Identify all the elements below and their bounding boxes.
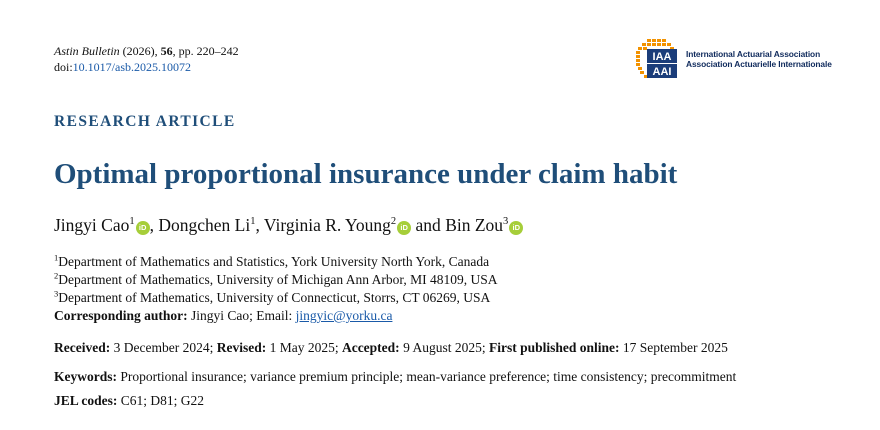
orcid-icon[interactable]: iD [509, 221, 523, 235]
citation-line [54, 43, 239, 59]
author-separator: , [149, 215, 159, 235]
affiliation-number: 2 [54, 270, 59, 281]
affiliation-item [54, 289, 498, 307]
section-label: RESEARCH ARTICLE [54, 113, 236, 130]
keywords-label: Keywords: [54, 369, 117, 384]
affiliation-text: Department of Mathematics, University of Michigan Ann Arbor, MI 48109, USA [58, 272, 498, 287]
author-separator: and [411, 215, 446, 235]
author-affiliation-ref: 3 [503, 216, 509, 228]
author-affiliation-ref: 1 [129, 216, 135, 228]
journal-name: Astin Bulletin [54, 44, 120, 58]
citation-pages: , pp. 220–242 [172, 44, 239, 58]
citation-year: (2026), [122, 44, 161, 58]
affiliations [54, 253, 498, 325]
iaa-logo-text [686, 49, 832, 69]
affiliation-number: 3 [54, 288, 59, 299]
doi-line [54, 59, 239, 75]
iaa-globe-icon [634, 38, 680, 80]
jel-codes [54, 393, 204, 409]
orcid-icon[interactable]: iD [136, 221, 150, 235]
affiliation-item [54, 253, 498, 271]
author-separator: , [255, 215, 264, 235]
corresponding-text: Jingyi Cao; Email: [187, 308, 296, 323]
jel-text: C61; D81; G22 [117, 393, 205, 408]
received-label: Received: [54, 340, 111, 355]
citation-volume: 56 [160, 44, 173, 58]
author-affiliation-ref: 1 [250, 216, 256, 228]
revised-date: 1 May 2025; [266, 340, 342, 355]
accepted-label: Accepted: [341, 340, 400, 355]
orcid-icon[interactable]: iD [397, 221, 411, 235]
corresponding-author [54, 307, 498, 325]
iaa-logo-mark [634, 38, 680, 80]
author-name[interactable]: Virginia R. Young [263, 215, 391, 235]
author-list [54, 215, 523, 236]
author-name[interactable]: Dongchen Li [158, 215, 251, 235]
doi-prefix: doi: [54, 60, 73, 74]
logo-abbrev-bottom: AAI [652, 66, 672, 78]
affiliation-text: Department of Mathematics and Statistics, York University North York, Canada [58, 254, 490, 269]
author-name[interactable]: Jingyi Cao [54, 215, 130, 235]
logo-line-1: International Actuarial Association [686, 49, 821, 59]
corresponding-label: Corresponding author: [54, 308, 188, 323]
affiliation-text: Department of Mathematics, University of Connecticut, Storrs, CT 06269, USA [58, 290, 491, 305]
publication-dates [54, 340, 728, 356]
jel-label: JEL codes: [54, 393, 118, 408]
revised-label: Revised: [216, 340, 267, 355]
keywords-text: Proportional insurance; variance premium principle; mean-variance preference; time consistency; precommitment [117, 369, 737, 384]
doi-link[interactable]: 10.1017/asb.2025.10072 [72, 60, 192, 74]
published-date: 17 September 2025 [619, 340, 728, 355]
article-title: Optimal proportional insurance under claim habit [54, 158, 678, 190]
author-name[interactable]: Bin Zou [445, 215, 504, 235]
citation [54, 43, 239, 75]
email-link[interactable]: jingyic@yorku.ca [295, 308, 393, 323]
received-date: 3 December 2024; [110, 340, 217, 355]
author-affiliation-ref: 2 [390, 216, 397, 228]
logo-abbrev-top: IAA [652, 51, 672, 63]
keywords [54, 369, 736, 385]
iaa-logo [634, 38, 832, 80]
affiliation-number: 1 [54, 252, 59, 263]
published-label: First published online: [488, 340, 620, 355]
accepted-date: 9 August 2025; [399, 340, 489, 355]
affiliation-item [54, 271, 498, 289]
logo-line-2: Association Actuarielle Internationale [686, 59, 832, 69]
